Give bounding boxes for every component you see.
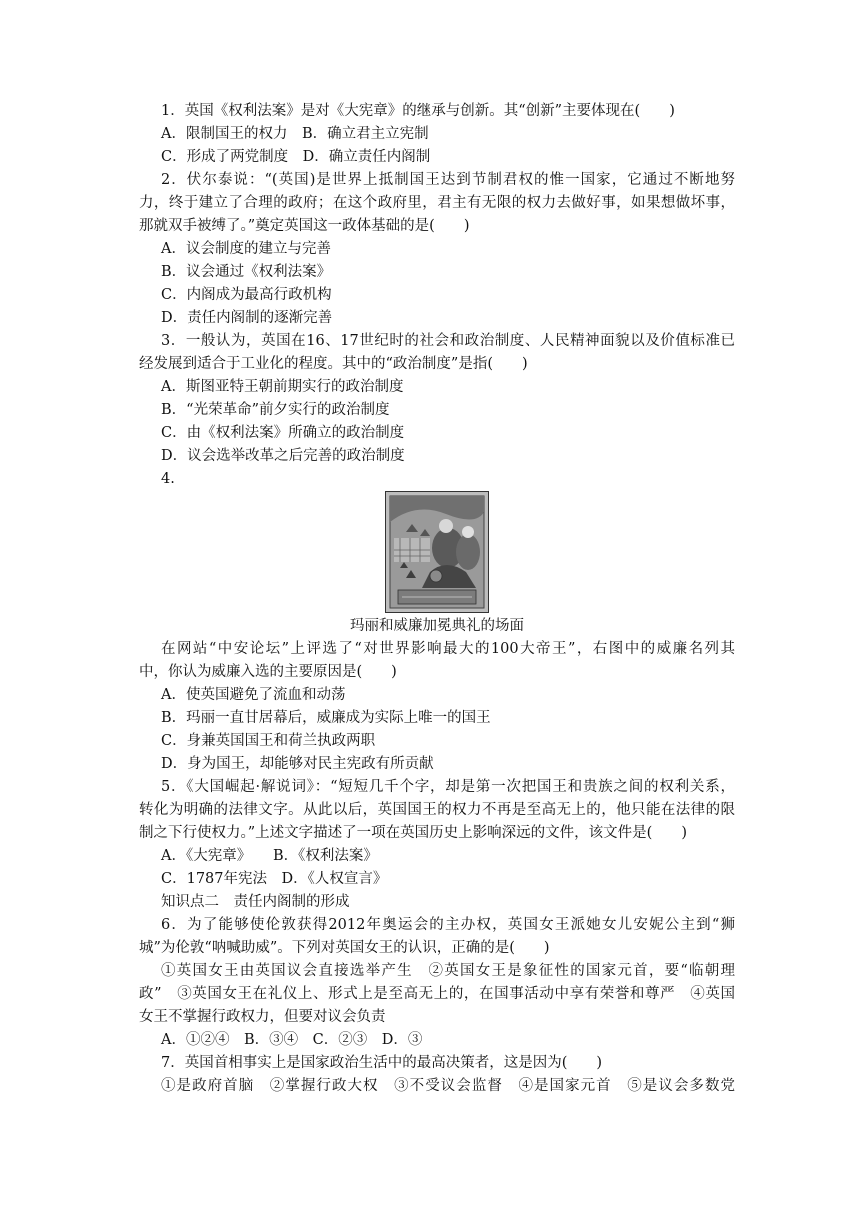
q4-stem-line2: 中，你认为威廉入选的主要原因是( ) <box>139 664 397 680</box>
q6-stem-line2: 城”为伦敦“呐喊助威”。下列对英国女王的认识，正确的是( ) <box>139 940 550 956</box>
q4-option-a: A．使英国避免了流血和动荡 <box>161 687 346 703</box>
q5-options-cd: C．1787年宪法 D．《人权宣言》 <box>161 871 388 887</box>
q1-options-ab: A．限制国王的权力 B．确立君主立宪制 <box>161 126 429 142</box>
q2-option-b: B．议会通过《权利法案》 <box>161 264 332 280</box>
q6-items-line3: 女王不掌握行政权力，但要对议会负责 <box>139 1009 386 1025</box>
q5-options-ab: A．《大宪章》 B．《权利法案》 <box>161 848 378 864</box>
q1-options-cd: C．形成了两党制度 D．确立责任内阁制 <box>161 149 431 165</box>
q2-stem-line3: 那就双手被缚了。”奠定英国这一政体基础的是( ) <box>139 218 470 234</box>
figure-caption: 玛丽和威廉加冕典礼的场面 <box>350 618 524 634</box>
q3-option-d: D．议会选举改革之后完善的政治制度 <box>161 448 405 464</box>
q4-stem-line1: 在网站“中安论坛”上评选了“对世界影响最大的100大帝王”，右图中的威廉名列其 <box>161 641 735 657</box>
q6-items-line1: ①英国女王由英国议会直接选举产生 ②英国女王是象征性的国家元首，要“临朝理 <box>161 963 735 979</box>
q7-items-line1: ①是政府首脑 ②掌握行政大权 ③不受议会监督 ④是国家元首 ⑤是议会多数党 <box>161 1078 735 1094</box>
q3-stem-line2: 经发展到适合于工业化的程度。其中的“政治制度”是指( ) <box>139 356 528 372</box>
q3-option-c: C．由《权利法案》所确立的政治制度 <box>161 425 405 441</box>
q3-option-a: A．斯图亚特王朝前期实行的政治制度 <box>161 379 404 395</box>
q2-stem-line2: 力，终于建立了合理的政府；在这个政府里，君主有无限的权力去做好事，如果想做坏事， <box>139 195 735 211</box>
question-column <box>139 100 735 1098</box>
q4-figure <box>139 491 735 615</box>
q7-stem: 7．英国首相事实上是国家政治生活中的最高决策者，这是因为( ) <box>161 1055 603 1071</box>
q4-option-b: B．玛丽一直甘居幕后，威廉成为实际上唯一的国王 <box>161 710 491 726</box>
q5-stem-line3: 制之下行使权力。”上述文字描述了一项在英国历史上影响深远的文件，该文件是( ) <box>139 825 687 841</box>
q3-option-b: B．“光荣革命”前夕实行的政治制度 <box>161 402 390 418</box>
section-heading: 知识点二 责任内阁制的形成 <box>161 894 350 910</box>
q2-stem-line1: 2．伏尔泰说：“(英国)是世界上抵制国王达到节制君权的惟一国家，它通过不断地努 <box>161 172 735 188</box>
q3-stem-line1: 3．一般认为，英国在16、17世纪时的社会和政治制度、人民精神面貌以及价值标准已 <box>161 333 735 349</box>
q6-stem-line1: 6．为了能够使伦敦获得2012年奥运会的主办权，英国女王派她女儿安妮公主到“狮 <box>161 917 735 933</box>
q4-option-d: D．身为国王，却能够对民主宪政有所贡献 <box>161 756 434 772</box>
q4-option-c: C．身兼英国国王和荷兰执政两职 <box>161 733 376 749</box>
q6-options: A．①②④ B．③④ C．②③ D．③ <box>161 1032 423 1048</box>
q4-number: 4. <box>161 471 175 487</box>
engraving-illustration <box>386 492 488 612</box>
q5-stem-line1: 5．《大国崛起·解说词》：“短短几千个字，却是第一次把国王和贵族之间的权利关系， <box>161 779 735 795</box>
q2-option-a: A．议会制度的建立与完善 <box>161 241 331 257</box>
q5-stem-line2: 转化为明确的法律文字。从此以后，英国国王的权力不再是至高无上的，他只能在法律的限 <box>139 802 735 818</box>
q2-option-d: D．责任内阁制的逐渐完善 <box>161 310 333 326</box>
q2-option-c: C．内阁成为最高行政机构 <box>161 287 332 303</box>
q1-stem: 1．英国《权利法案》是对《大宪章》的继承与创新。其“创新”主要体现在( ) <box>161 103 675 119</box>
q6-items-line2: 政” ③英国女王在礼仪上、形式上是至高无上的，在国事活动中享有荣誉和尊严 ④英国 <box>139 986 735 1002</box>
coronation-engraving-image <box>385 491 489 613</box>
